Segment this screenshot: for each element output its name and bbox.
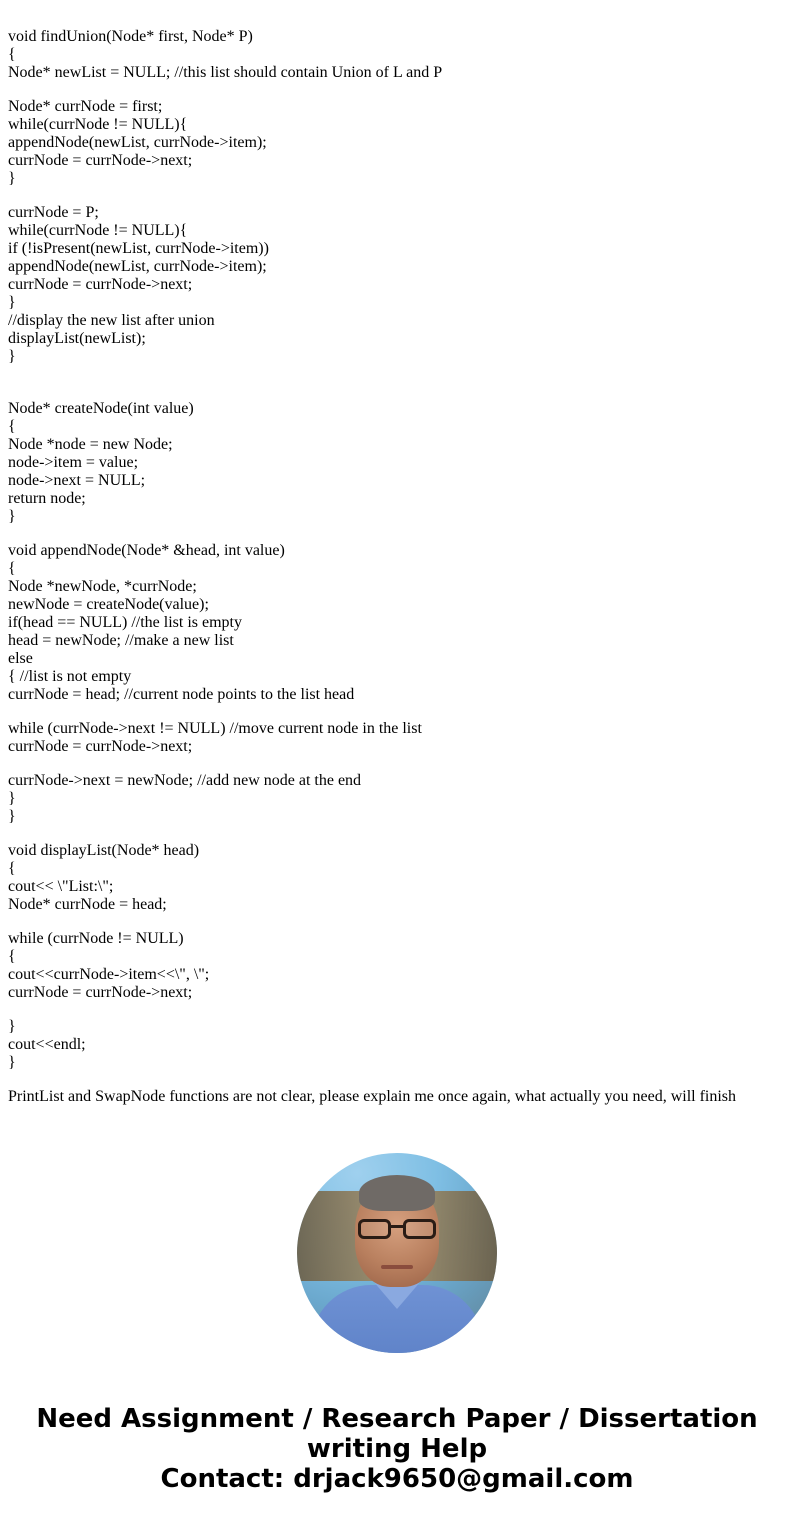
code-block-display-end [8, 1018, 788, 1072]
code-line: currNode = currNode->next; [8, 276, 193, 293]
photo-hair [359, 1175, 435, 1211]
code-line: currNode = currNode->next; [8, 738, 193, 755]
code-line: { [8, 560, 16, 577]
code-line: } [8, 348, 16, 365]
code-line: currNode->next = newNode; //add new node at the end [8, 772, 362, 789]
glasses-icon [358, 1219, 436, 1241]
code-line: } [8, 1018, 16, 1035]
code-line: currNode = currNode->next; [8, 984, 193, 1001]
code-line: currNode = P; [8, 204, 99, 221]
code-block-append-loop [8, 720, 788, 756]
banner-subtitle-line: writing Help [306, 1434, 488, 1464]
contact-email-line: Contact: drjack9650@gmail.com [160, 1464, 634, 1494]
code-line: cout<<currNode->item<<\", \"; [8, 966, 210, 983]
code-line: if (!isPresent(newList, currNode->item)) [8, 240, 269, 257]
code-block-create-node [8, 400, 788, 526]
banner-title-line: Need Assignment / Research Paper / Dissertation [36, 1404, 758, 1434]
code-line: } [8, 170, 16, 187]
code-line: while (currNode->next != NULL) //move current node in the list [8, 720, 422, 737]
code-line: //display the new list after union [8, 312, 215, 329]
code-line: } [8, 508, 16, 525]
code-line: node->next = NULL; [8, 472, 146, 489]
code-line: cout<< \"List:\"; [8, 878, 114, 895]
code-line: void findUnion(Node* first, Node* P) [8, 28, 253, 45]
code-line: currNode = currNode->next; [8, 152, 193, 169]
code-line: void appendNode(Node* &head, int value) [8, 542, 285, 559]
code-block-display-list [8, 842, 788, 914]
code-line: { //list is not empty [8, 668, 132, 685]
photo-mouth [381, 1265, 413, 1269]
glasses-lens-left [358, 1219, 391, 1239]
code-line: { [8, 948, 16, 965]
code-line: node->item = value; [8, 454, 139, 471]
code-line: Node *newNode, *currNode; [8, 578, 197, 595]
code-block-find-union-header [8, 28, 788, 82]
code-line: appendNode(newList, currNode->item); [8, 134, 267, 151]
code-line: } [8, 790, 16, 807]
author-photo [297, 1153, 497, 1353]
glasses-bridge [391, 1225, 403, 1228]
code-line: { [8, 418, 16, 435]
code-line: else [8, 650, 33, 667]
code-line: Node* newList = NULL; //this list should contain Union of L and P [8, 64, 443, 81]
code-line: while(currNode != NULL){ [8, 116, 188, 133]
code-line: Node* currNode = first; [8, 98, 163, 115]
code-line: } [8, 1054, 16, 1071]
code-line: cout<<endl; [8, 1036, 86, 1053]
code-line: } [8, 294, 16, 311]
code-block-first-loop [8, 98, 788, 188]
code-line: } [8, 808, 16, 825]
code-line: Node* currNode = head; [8, 896, 167, 913]
code-line: Node *node = new Node; [8, 436, 173, 453]
code-line: void displayList(Node* head) [8, 842, 200, 859]
code-block-append-end [8, 772, 788, 826]
code-line: Node* createNode(int value) [8, 400, 194, 417]
code-line: { [8, 860, 16, 877]
code-line: while (currNode != NULL) [8, 930, 184, 947]
code-block-append-node [8, 542, 788, 704]
code-block-second-loop [8, 204, 788, 366]
code-line: return node; [8, 490, 86, 507]
glasses-lens-right [403, 1219, 436, 1239]
answer-content [8, 28, 788, 1106]
code-line: while(currNode != NULL){ [8, 222, 188, 239]
code-line: appendNode(newList, currNode->item); [8, 258, 267, 275]
code-line: currNode = head; //current node points to the list head [8, 686, 355, 703]
help-contact-banner [0, 1404, 794, 1494]
code-line: newNode = createNode(value); [8, 596, 209, 613]
code-block-display-loop [8, 930, 788, 1002]
answer-note: PrintList and SwapNode functions are not clear, please explain me once again, what actually you need, will finish [8, 1088, 737, 1105]
code-line: if(head == NULL) //the list is empty [8, 614, 242, 631]
code-line: displayList(newList); [8, 330, 146, 347]
code-line: { [8, 46, 16, 63]
code-line: head = newNode; //make a new list [8, 632, 234, 649]
